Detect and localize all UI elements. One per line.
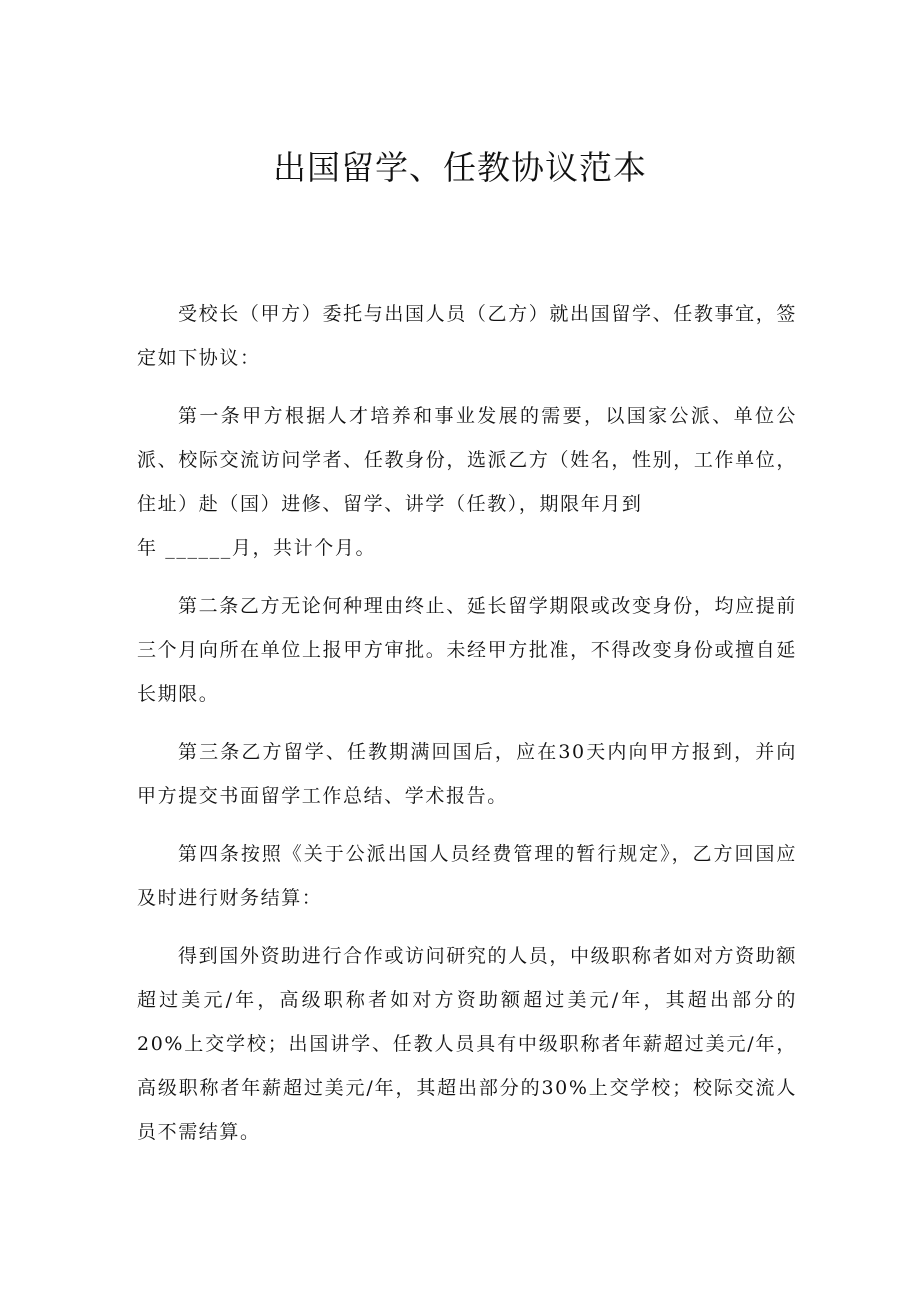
paragraph-settlement-details: 得到国外资助进行合作或访问研究的人员，中级职称者如对方资助额超过美元/年，高级职称者如对方资助额超过美元/年，其超出部分的20%上交学校；出国讲学、任教人员具有中级职称者年薪超过美元/年，高级职称者年薪超过美元/年，其超出部分的30%上交学校；校际交流人员不需结算。 (137, 945, 797, 1143)
paragraph-article-3: 第三条乙方留学、任教期满回国后，应在30天内向甲方报到，并向甲方提交书面留学工作总结、学术报告。 (137, 741, 797, 807)
paragraph-article-4: 第四条按照《关于公派出国人员经费管理的暂行规定》，乙方回国应及时进行财务结算： (137, 843, 797, 909)
paragraph-preamble: 受校长（甲方）委托与出国人员（乙方）就出国留学、任教事宜，签定如下协议： (137, 303, 797, 369)
paragraph-article-1: 第一条甲方根据人才培养和事业发展的需要，以国家公派、单位公派、校际交流访问学者、任教身份，选派乙方（姓名，性别，工作单位，住址）赴（国）进修、留学、讲学（任教），期限年月到 (137, 405, 797, 515)
document-title: 出国留学、任教协议范本 (273, 148, 647, 187)
document-body (137, 292, 797, 1168)
paragraph-article-1-continued: 年 ______月，共计个月。 (137, 537, 377, 559)
paragraph-article-2: 第二条乙方无论何种理由终止、延长留学期限或改变身份，均应提前三个月向所在单位上报甲方审批。未经甲方批准，不得改变身份或擅自延长期限。 (137, 595, 797, 705)
